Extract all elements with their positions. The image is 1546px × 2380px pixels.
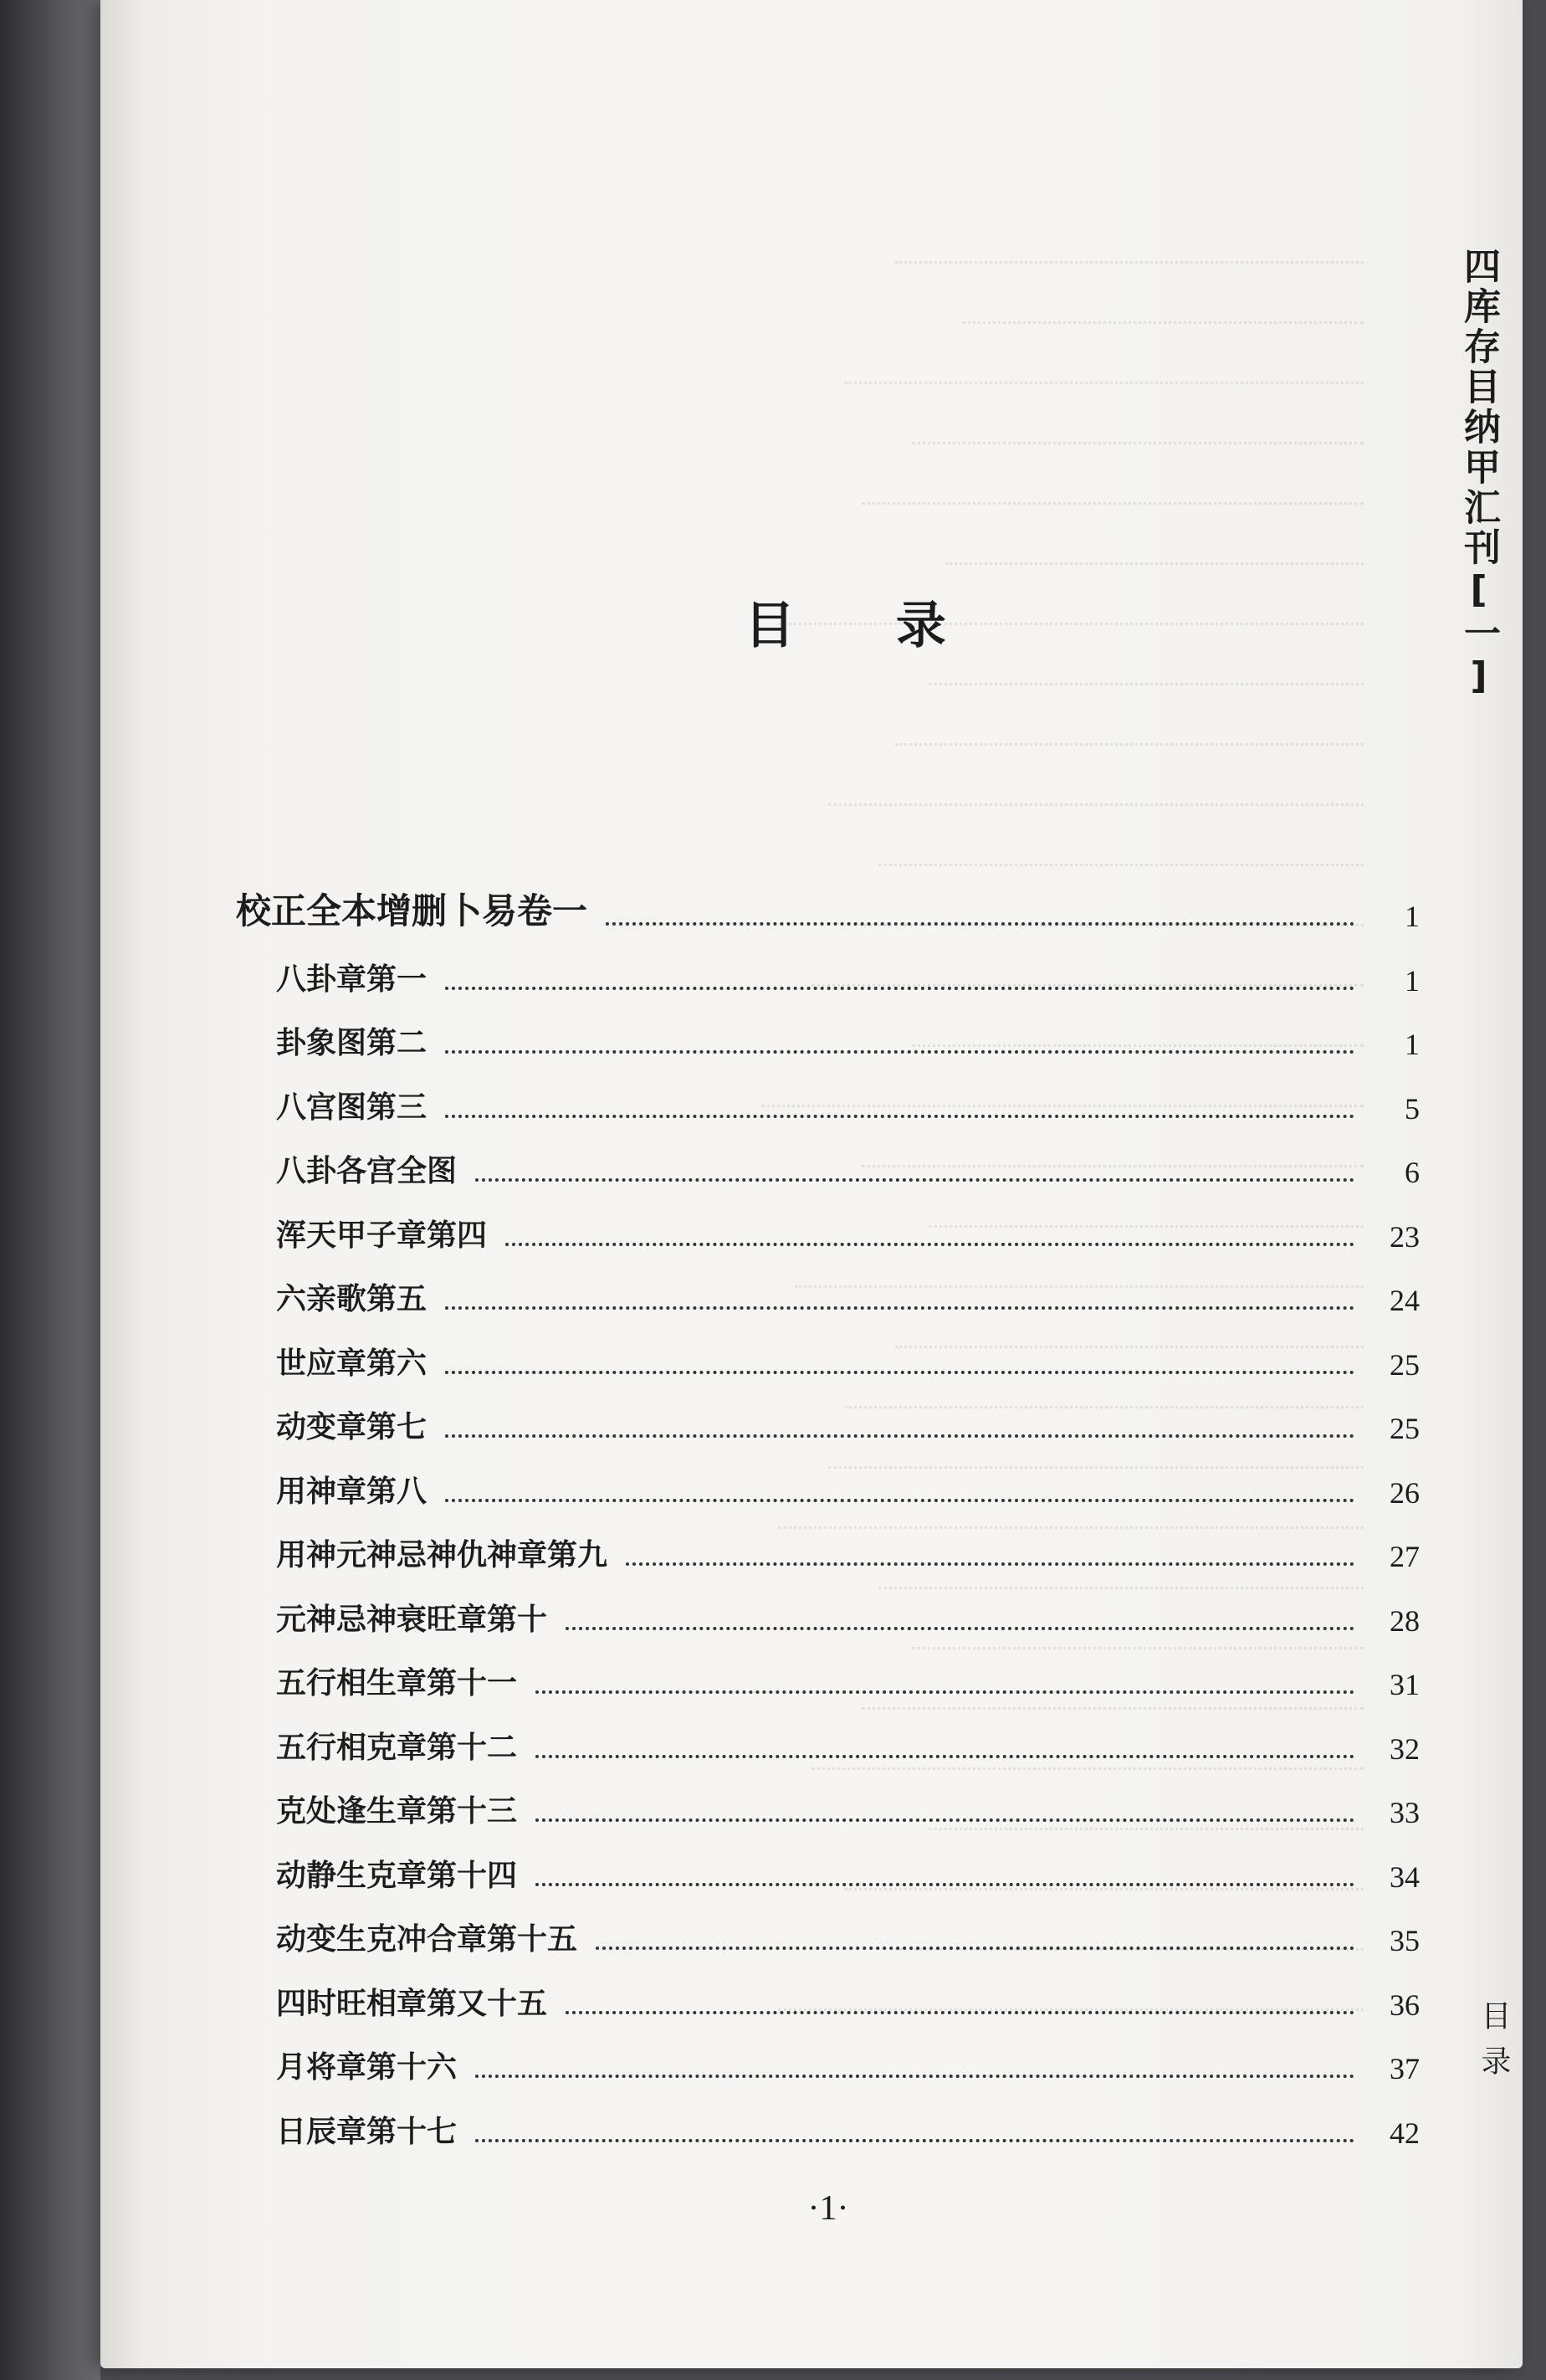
toc-entry-title: 动变生克冲合章第十五 [276,1922,578,1957]
toc-page-number: 28 [1390,1603,1420,1638]
section-side-label: 目录 [1477,2000,1511,2090]
toc-page-number: 35 [1390,1924,1420,1957]
toc-entry-title: 八宫图第三 [276,1090,427,1125]
show-through-line [895,243,1364,264]
dot-leader [596,1947,1354,1950]
toc-entry[interactable] [236,1963,1420,2028]
dot-leader [535,1755,1354,1758]
toc-page-number: 25 [1390,1412,1420,1445]
dot-leader [445,987,1354,990]
toc-page-number: 5 [1405,1091,1420,1126]
dot-leader [626,1562,1354,1566]
dot-leader [475,1178,1354,1182]
toc-entry-title: 八卦各宫全图 [276,1154,458,1188]
toc-entry[interactable] [236,1003,1420,1068]
toc-page-number: 1 [1405,900,1420,933]
dot-leader [505,1243,1354,1246]
toc-entry-title: 世应章第六 [276,1346,427,1381]
dot-leader [535,1818,1354,1822]
page-number: ·1· [807,2189,849,2228]
show-through-line [828,785,1364,806]
toc-entry-title: 动静生克章第十四 [276,1858,518,1893]
toc-entry[interactable] [236,1835,1420,1900]
dot-leader [445,1434,1354,1438]
dot-leader [535,1883,1354,1886]
toc-page-number: 34 [1390,1859,1420,1894]
show-through-line [912,423,1364,444]
toc-entry-title: 浑天甲子章第四 [276,1218,488,1253]
toc-page-number: 33 [1390,1796,1420,1829]
dot-leader [445,1115,1354,1118]
dot-leader [535,1690,1354,1694]
show-through-line [878,845,1364,866]
series-name: 四库存目纳甲汇刊 [1457,247,1500,568]
toc-entry[interactable] [236,1259,1420,1324]
toc-entry[interactable] [236,1067,1420,1131]
toc-page-number: 31 [1390,1668,1420,1701]
toc-entry-title: 动变章第七 [276,1410,427,1444]
toc-entry[interactable] [236,1451,1420,1516]
show-through-line [895,725,1364,746]
show-through-line [929,664,1364,685]
dot-leader [445,1306,1354,1310]
volume-number: [一] [1457,568,1500,700]
toc-entry-title: 克处逢生章第十三 [276,1794,518,1829]
toc-entry[interactable] [236,2028,1420,2092]
toc-page-number: 42 [1390,2116,1420,2150]
toc-entry-title: 卦象图第二 [276,1026,427,1060]
dot-leader [566,1627,1354,1630]
toc-page-number: 23 [1390,1219,1420,1254]
toc-entry[interactable] [236,1195,1420,1259]
toc-page-number: 24 [1390,1284,1420,1317]
toc-page-number: 36 [1390,1988,1420,2022]
dot-leader [475,2139,1354,2142]
toc-entry-title: 月将章第十六 [276,2050,458,2085]
table-of-contents [236,870,1420,2156]
toc-entry[interactable] [236,1323,1420,1387]
show-through-line [845,363,1364,384]
toc-volume-entry[interactable] [236,870,1420,939]
toc-entry[interactable] [236,2091,1420,2156]
toc-entry[interactable] [236,1707,1420,1772]
toc-page-number: 26 [1390,1475,1420,1510]
toc-entry-title: 用神元神忌神仇神章第九 [276,1538,608,1572]
dot-leader [475,2075,1354,2078]
toc-entry[interactable] [236,1516,1420,1580]
dot-leader [445,1371,1354,1374]
toc-page-number: 1 [1405,963,1420,998]
toc-entry[interactable] [236,1387,1420,1452]
show-through-line [862,484,1364,505]
dot-leader [445,1499,1354,1502]
toc-entry-title: 六亲歌第五 [276,1282,427,1316]
toc-page-number: 6 [1405,1156,1420,1189]
page-title: 目 录 [745,597,988,655]
toc-entry-title: 元神忌神衰旺章第十 [276,1602,548,1637]
toc-entry-title: 日辰章第十七 [276,2114,458,2149]
toc-page-number: 25 [1390,1347,1420,1382]
toc-entry[interactable] [236,939,1420,1003]
show-through-line [945,544,1364,565]
toc-entry-title: 五行相克章第十二 [276,1730,518,1765]
toc-page-number: 37 [1390,2052,1420,2085]
toc-entry-title: 四时旺相章第又十五 [276,1986,548,2021]
toc-entry[interactable] [236,1579,1420,1644]
toc-entry-title: 校正全本增删卜易卷一 [236,890,588,931]
toc-entry-title: 用神章第八 [276,1474,427,1509]
toc-page-number: 1 [1405,1028,1420,1061]
toc-entry-title: 五行相生章第十一 [276,1666,518,1700]
dot-leader [606,922,1354,926]
book-page [100,0,1523,2368]
toc-entry[interactable] [236,1131,1420,1196]
dot-leader [445,1050,1354,1054]
background-desk [0,0,100,2380]
series-title [1451,247,1502,700]
toc-entry-title: 八卦章第一 [276,962,427,997]
toc-entry[interactable] [236,1772,1420,1836]
toc-entry[interactable] [236,1900,1420,1964]
show-through-line [962,303,1364,324]
toc-page-number: 32 [1390,1731,1420,1766]
toc-entry[interactable] [236,1644,1420,1708]
toc-page-number: 27 [1390,1540,1420,1573]
dot-leader [566,2011,1354,2014]
